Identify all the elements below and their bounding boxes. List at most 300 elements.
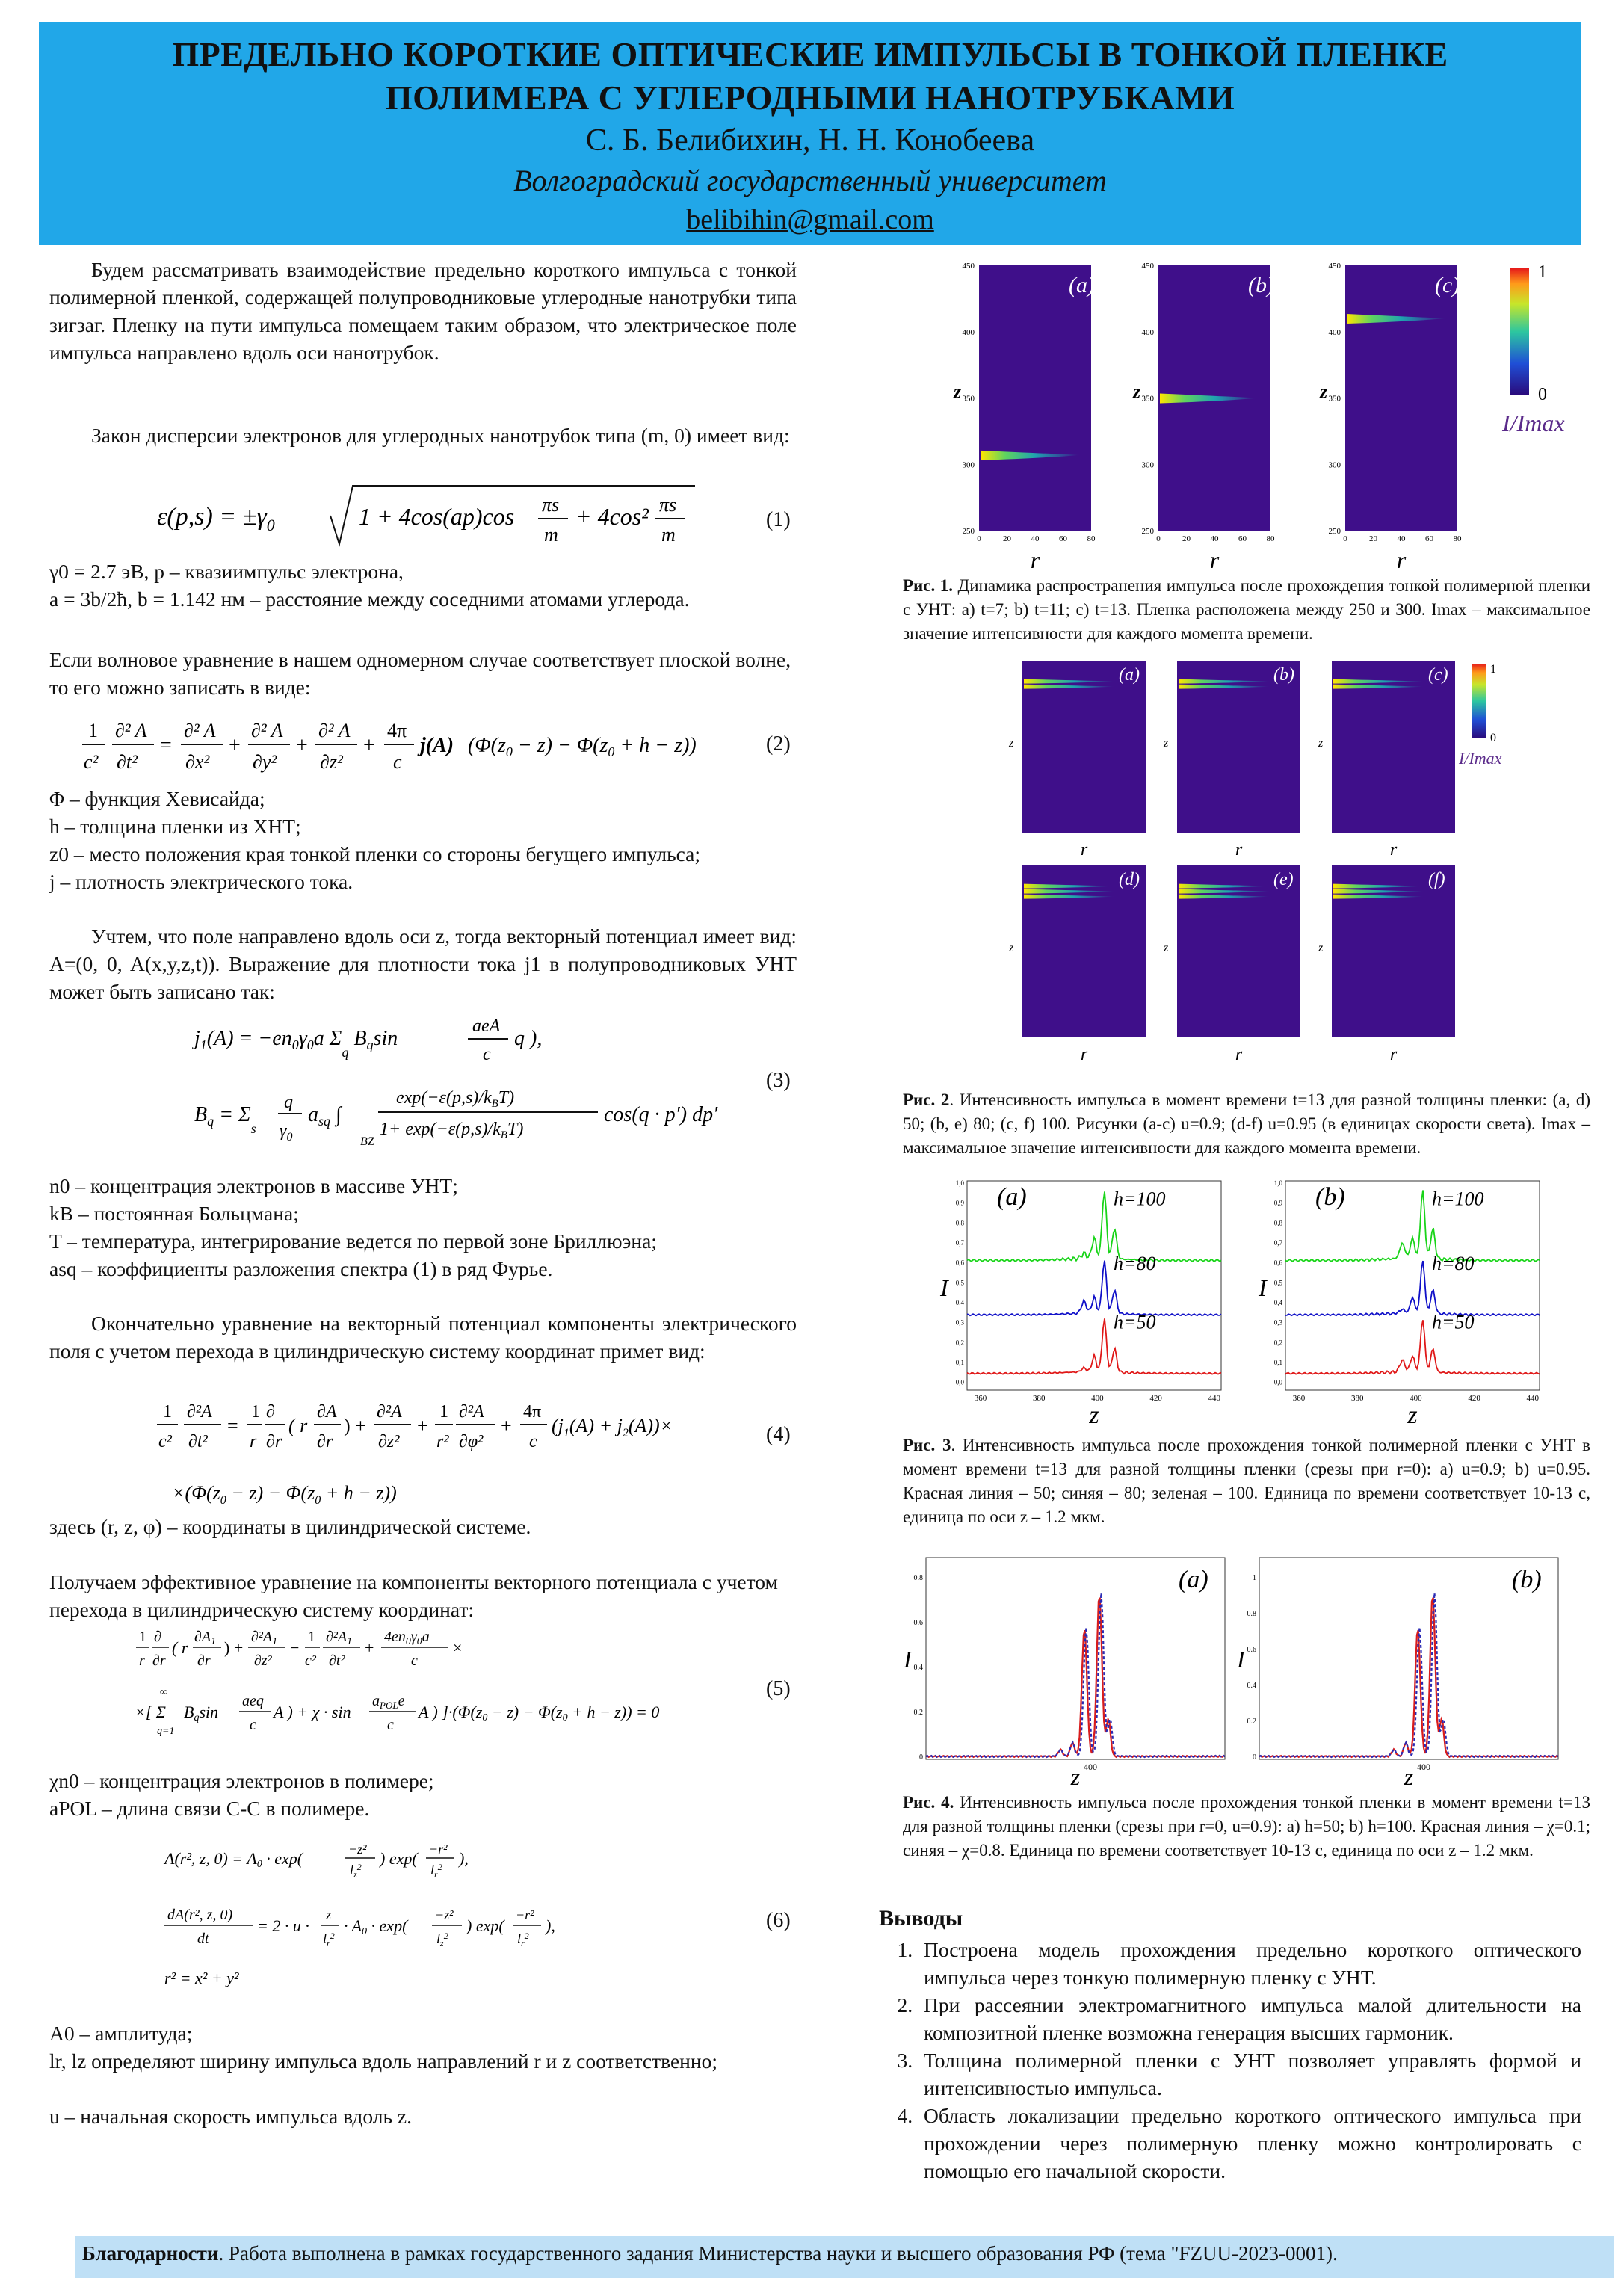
svg-text:A(r², z, 0) = A0 · exp(: A(r², z, 0) = A0 · exp( bbox=[164, 1849, 303, 1870]
svg-text:aeA: aeA bbox=[472, 1016, 501, 1036]
acknowledgements-label: Благодарности bbox=[82, 2242, 219, 2265]
y-tick-label: 0.8 bbox=[1247, 1610, 1256, 1618]
t-definition: T – температура, интегрирование ведется по первой зоне Бриллюэна; bbox=[49, 1229, 657, 1253]
poster-title bbox=[39, 22, 1581, 120]
figure-3 bbox=[934, 1173, 1569, 1428]
svg-text:lr2: $l_r^2$ bbox=[430, 1862, 442, 1880]
svg-text:) +: ) + bbox=[224, 1638, 244, 1657]
x-axis-label: r bbox=[1389, 1045, 1398, 1064]
x-tick-label: 20 bbox=[1182, 534, 1191, 543]
svg-text:cos(q · p′) dp′: cos(q · p′) dp′ bbox=[604, 1103, 718, 1126]
series-line bbox=[1285, 1320, 1540, 1374]
figure-2-plot bbox=[994, 658, 1532, 1064]
y-tick-label: 0,2 bbox=[955, 1339, 964, 1347]
gamma-definition: γ0 = 2.7 эВ, p – квазиимпульс электрона, bbox=[49, 560, 404, 583]
curve-label: h=80 bbox=[1432, 1253, 1475, 1275]
svg-text:∂² A: ∂² A bbox=[251, 720, 283, 741]
y-tick-label: 0,8 bbox=[955, 1219, 964, 1227]
y-tick-label: 350 bbox=[1141, 394, 1154, 404]
figure-3-caption-text: . Интенсивность импульса после прохождения тонкой полимерной пленки с УНТ в момент времени t=13 для разной толщины пленки (срезы при r=0): a) u=0.9; b) u=0.95. Красная линия – 50; синяя – 80; зеленая – 100. Единица по времени соответствует 10-13 с, единица по оси z – 1.2 мкм. bbox=[903, 1436, 1590, 1526]
panel-label: (a) bbox=[1179, 1566, 1208, 1593]
y-tick-label: 250 bbox=[1141, 527, 1154, 536]
x-tick-label: 400 bbox=[1410, 1394, 1422, 1403]
svg-text:∞: ∞ bbox=[160, 1687, 167, 1698]
colorbar bbox=[1510, 268, 1529, 395]
x-tick-label: 420 bbox=[1149, 1394, 1162, 1403]
equation-1 bbox=[157, 478, 725, 553]
svg-text:−z²: −z² bbox=[348, 1842, 367, 1857]
svg-text:+: + bbox=[417, 1415, 428, 1436]
y-tick-label: 300 bbox=[1141, 460, 1154, 470]
svg-text:1: 1 bbox=[251, 1402, 260, 1422]
x-tick-label: 380 bbox=[1350, 1394, 1364, 1403]
svg-text:∂²A1: $\partial^2A_1$ bbox=[326, 1629, 353, 1647]
svg-text:· A0 · exp(: · A0 · exp( bbox=[344, 1916, 408, 1937]
svg-text:πs: πs bbox=[659, 494, 677, 516]
svg-text:lr2: $l_r^2$ bbox=[517, 1931, 529, 1948]
equation-6-label: (6) bbox=[766, 1909, 791, 1932]
y-tick-label: 0,9 bbox=[1273, 1199, 1282, 1207]
x-tick-label: 400 bbox=[1417, 1762, 1430, 1772]
a-definition: a = 3b/2ħ, b = 1.142 нм – расстояние между соседними атомами углерода. bbox=[49, 587, 690, 611]
y-tick-label: 0,7 bbox=[1273, 1239, 1282, 1247]
equation-3-label: (3) bbox=[766, 1069, 791, 1092]
svg-text:aeq: aeq bbox=[242, 1693, 264, 1709]
equation-2 bbox=[82, 710, 770, 777]
svg-text:exp(−ε(p,s)/kBT): $\exp(-\varepsilon(p,s)/k_BT)$ bbox=[396, 1088, 515, 1110]
svg-text:q: q bbox=[284, 1093, 293, 1112]
panel-label: (a) bbox=[1069, 273, 1095, 297]
svg-text:r: r bbox=[250, 1432, 257, 1451]
lr-definition: lr, lz определяют ширину импульса вдоль направлений r и z соответственно; bbox=[49, 2049, 717, 2073]
svg-text:m: m bbox=[544, 524, 558, 546]
colorbar-label: I/Imax bbox=[1459, 749, 1502, 768]
svg-text:∂A1: $\partial A_1$ bbox=[194, 1629, 217, 1647]
y-tick-label: 0,6 bbox=[1273, 1259, 1282, 1267]
svg-text:∂r: ∂r bbox=[317, 1432, 333, 1451]
svg-text:∂²A: ∂²A bbox=[377, 1402, 402, 1422]
y-axis-label: z bbox=[1133, 380, 1141, 403]
phi-definition: Φ – функция Хевисайда; bbox=[49, 787, 265, 810]
x-axis-label: r bbox=[1080, 840, 1088, 860]
y-tick-label: 450 bbox=[962, 262, 975, 271]
svg-text:j1(A) = −en0γ0a Σq Bqsin: $j_1(A) = -en_0\gamma_0a$ $\Sigma_q$ $B_q\sin$ bbox=[194, 1027, 398, 1060]
svg-text:c: c bbox=[483, 1045, 491, 1064]
svg-text:×[ Σ: ×[ Σ bbox=[135, 1703, 166, 1721]
colorbar-min: 0 bbox=[1490, 732, 1496, 744]
panel-label: (d) bbox=[1119, 870, 1140, 889]
apol-definition: aPOL – длина связи C-C в полимере. bbox=[49, 1797, 370, 1820]
svg-text:dt: dt bbox=[197, 1931, 209, 1947]
chi-definition: χn0 – концентрация электронов в полимере; bbox=[49, 1769, 434, 1792]
x-tick-label: 60 bbox=[1059, 534, 1067, 543]
equation-5-graphic bbox=[135, 1620, 755, 1755]
x-axis-label: r bbox=[1396, 546, 1407, 573]
x-axis-label: r bbox=[1235, 840, 1243, 860]
svg-text:lz2: $l_z^2$ bbox=[350, 1862, 362, 1880]
y-axis-label: I bbox=[940, 1274, 948, 1301]
conclusion-item: 4. Область локализации предельно короткого оптического импульса при прохождении через полимерную пленку можно контролировать с помощью его начальной скорости. bbox=[918, 2102, 1581, 2185]
series-line bbox=[967, 1261, 1221, 1316]
x-tick-label: 80 bbox=[1453, 534, 1462, 543]
y-tick-label: 0.6 bbox=[1247, 1646, 1256, 1654]
svg-text:r²: r² bbox=[436, 1432, 449, 1451]
kb-definition: kB – постоянная Больцмана; bbox=[49, 1202, 299, 1225]
svg-text:=: = bbox=[227, 1415, 238, 1436]
svg-text:∂² A: ∂² A bbox=[184, 720, 216, 741]
y-tick-label: 0.2 bbox=[913, 1709, 923, 1717]
y-tick-label: 400 bbox=[962, 327, 975, 337]
svg-text:∂r: ∂r bbox=[197, 1652, 211, 1669]
colorbar-min: 0 bbox=[1538, 385, 1547, 404]
svg-text:lr2: $l_r^2$ bbox=[323, 1931, 335, 1948]
heatmap-panel bbox=[979, 265, 1091, 531]
svg-text:∂²A: ∂²A bbox=[187, 1402, 212, 1422]
svg-text:c²: c² bbox=[158, 1432, 172, 1451]
conclusions-list bbox=[879, 1936, 1581, 2185]
equation-6 bbox=[164, 1831, 747, 2010]
y-tick-label: 0.4 bbox=[1247, 1682, 1256, 1690]
y-axis-label: I bbox=[1237, 1646, 1245, 1673]
h-definition: h – толщина пленки из ХНТ; bbox=[49, 815, 301, 838]
curve-label: h=50 bbox=[1432, 1311, 1475, 1333]
curve-label: h=50 bbox=[1114, 1311, 1156, 1333]
svg-text:∂r: ∂r bbox=[266, 1432, 282, 1451]
equation-6-graphic bbox=[164, 1831, 747, 2010]
y-tick-label: 0,5 bbox=[955, 1279, 964, 1287]
panel-label: (a) bbox=[1119, 665, 1140, 685]
curve-label: h=100 bbox=[1114, 1188, 1166, 1210]
poster-header bbox=[39, 22, 1581, 245]
x-tick-label: 360 bbox=[1292, 1394, 1306, 1403]
svg-text:Bq = Σs: $B_q = \Sigma_s$ bbox=[194, 1103, 256, 1136]
x-tick-label: 80 bbox=[1087, 534, 1096, 543]
svg-text:×(Φ(z0 − z) − Φ(z0 + h − z)): $\times(\Phi(z_0 - z) - \Phi(z_0 + h - z))$ bbox=[172, 1482, 397, 1507]
equation-4-label: (4) bbox=[766, 1423, 791, 1446]
panel-label: (b) bbox=[1315, 1183, 1345, 1211]
conclusions-section bbox=[879, 1906, 1581, 2185]
y-tick-label: 0,5 bbox=[1273, 1279, 1282, 1287]
y-tick-label: 0,9 bbox=[955, 1199, 964, 1207]
x-axis-label: r bbox=[1209, 546, 1220, 573]
panel-label: (f) bbox=[1428, 870, 1445, 889]
x-tick-label: 60 bbox=[1425, 534, 1433, 543]
svg-text:(j1(A) + j2(A))×: $(j_1(A) + j_2(A))\times$ bbox=[552, 1415, 673, 1439]
figure-1-caption-label: Рис. 1. bbox=[903, 576, 954, 595]
series-line-blue bbox=[1259, 1593, 1558, 1757]
x-tick-label: 360 bbox=[974, 1394, 987, 1403]
panel-label: (c) bbox=[1435, 273, 1460, 297]
conclusion-item: 2. При рассеянии электромагнитного импульса малой длительности на композитной пленке возможна генерация высших гармоник. bbox=[918, 1991, 1581, 2046]
figure-1-plot bbox=[912, 258, 1584, 572]
x-axis-label: z bbox=[1089, 1401, 1099, 1429]
y-tick-label: 0,3 bbox=[1273, 1318, 1282, 1327]
svg-text:) exp(: ) exp( bbox=[380, 1849, 418, 1868]
title-line-1: ПРЕДЕЛЬНО КОРОТКИЕ ОПТИЧЕСКИЕ ИМПУЛЬСЫ В ТОНКОЙ ПЛЕНКЕ bbox=[172, 35, 1448, 73]
svg-text:c²: c² bbox=[84, 751, 99, 773]
series-line-red bbox=[1259, 1598, 1558, 1757]
svg-text:∂²A1: $\partial^2A_1$ bbox=[251, 1629, 278, 1647]
svg-text:1: 1 bbox=[439, 1402, 448, 1422]
svg-text:4π: 4π bbox=[387, 720, 407, 741]
svg-text:m: m bbox=[661, 524, 676, 546]
panel-label: (b) bbox=[1512, 1566, 1542, 1593]
y-tick-label: 1,0 bbox=[955, 1179, 964, 1187]
x-axis-label: r bbox=[1080, 1045, 1088, 1064]
authors: С. Б. Белибихин, Н. Н. Конобеева bbox=[585, 123, 1035, 158]
svg-text:+: + bbox=[365, 1638, 374, 1657]
y-tick-label: 1 bbox=[1253, 1574, 1256, 1582]
svg-text:1 + 4cos(ap)cos: 1 + 4cos(ap)cos bbox=[359, 503, 515, 530]
x-tick-label: 60 bbox=[1238, 534, 1247, 543]
svg-text:c: c bbox=[393, 751, 402, 773]
acknowledgements-text bbox=[75, 2236, 1614, 2271]
y-tick-label: 0,1 bbox=[1273, 1359, 1282, 1366]
equation-2-graphic bbox=[82, 710, 770, 777]
figure-3-caption bbox=[903, 1434, 1590, 1529]
x-tick-label: 40 bbox=[1031, 534, 1040, 543]
asq-definition: asq – коэффициенты разложения спектра (1) в ряд Фурье. bbox=[49, 1257, 553, 1280]
figure-3-caption-label: Рис. 3 bbox=[903, 1436, 951, 1454]
svg-text:dA(r², z, 0): dA(r², z, 0) bbox=[167, 1907, 233, 1923]
svg-text:∂: ∂ bbox=[266, 1402, 275, 1422]
y-tick-label: 0,8 bbox=[1273, 1219, 1282, 1227]
svg-text:∂z²: ∂z² bbox=[378, 1432, 400, 1451]
plot-frame bbox=[967, 1181, 1221, 1390]
svg-text:j(A): j(A) bbox=[420, 734, 454, 757]
x-tick-label: 380 bbox=[1032, 1394, 1046, 1403]
y-axis-label: z bbox=[1318, 942, 1324, 954]
svg-text:Bqsin: Bqsin bbox=[184, 1703, 219, 1723]
svg-text:r² = x² + y²: r² = x² + y² bbox=[164, 1969, 239, 1987]
svg-text:×: × bbox=[453, 1638, 463, 1657]
figure-4 bbox=[904, 1547, 1581, 1790]
y-tick-label: 0,4 bbox=[1273, 1299, 1282, 1306]
y-tick-label: 450 bbox=[1328, 262, 1341, 271]
z0-definition: z0 – место положения края тонкой пленки со стороны бегущего импульса; bbox=[49, 842, 701, 865]
svg-text:1: 1 bbox=[88, 720, 98, 741]
svg-text:4π: 4π bbox=[523, 1402, 542, 1422]
svg-text:aPOLe: $a_{POL}e$ bbox=[372, 1693, 405, 1711]
svg-text:∂² A: ∂² A bbox=[318, 720, 351, 741]
equation-3 bbox=[194, 1009, 762, 1158]
panel-label: (c) bbox=[1428, 665, 1448, 685]
y-tick-label: 350 bbox=[962, 394, 975, 404]
figure-3-plot bbox=[934, 1173, 1569, 1428]
x-tick-label: 0 bbox=[1343, 534, 1347, 543]
svg-text:( r: ( r bbox=[288, 1415, 308, 1436]
svg-text:c: c bbox=[529, 1432, 537, 1451]
intro-paragraph: Будем рассматривать взаимодействие предельно короткого импульса с тонкой полимерной пленкой, содержащей полупроводниковые углеродные нанотрубки типа зигзаг. Пленку на пути импульса помещаем таким образом, что электрическое поле импульса направлено вдоль оси нанотрубок. bbox=[49, 258, 797, 364]
svg-text:c: c bbox=[250, 1717, 256, 1733]
svg-text:= 2 · u ·: = 2 · u · bbox=[257, 1916, 309, 1935]
y-tick-label: 400 bbox=[1141, 327, 1154, 337]
svg-text:z: z bbox=[326, 1907, 332, 1922]
equation-4-graphic bbox=[157, 1395, 755, 1514]
svg-text:r: r bbox=[139, 1652, 145, 1669]
figure-2-caption bbox=[903, 1088, 1590, 1160]
series-line bbox=[967, 1318, 1221, 1374]
svg-text:+: + bbox=[229, 734, 241, 757]
y-tick-label: 1,0 bbox=[1273, 1179, 1282, 1187]
equation-1-label: (1) bbox=[766, 508, 791, 531]
x-tick-label: 400 bbox=[1084, 1762, 1097, 1772]
y-axis-label: z bbox=[1164, 942, 1169, 954]
y-tick-label: 0,3 bbox=[955, 1318, 964, 1327]
y-tick-label: 0,0 bbox=[1273, 1378, 1282, 1386]
n0-definition: n0 – концентрация электронов в массиве УНТ; bbox=[49, 1174, 458, 1197]
svg-text:∂A: ∂A bbox=[317, 1402, 337, 1422]
svg-text:) exp(: ) exp( bbox=[466, 1916, 504, 1935]
y-tick-label: 0.4 bbox=[913, 1664, 923, 1672]
series-line-red bbox=[926, 1598, 1225, 1757]
equation-4 bbox=[157, 1395, 755, 1514]
wave-intro: Если волновое уравнение в нашем одномерном случае соответствует плоской волне, то его можно записать в виде: bbox=[49, 648, 791, 699]
y-tick-label: 0 bbox=[1253, 1753, 1256, 1762]
svg-text:−r²: −r² bbox=[516, 1907, 534, 1922]
panel-label: (e) bbox=[1273, 870, 1294, 889]
figure-4-caption-text: Интенсивность импульса после прохождения тонкой пленки в момент времени t=13 для разной толщины пленки (срезы при r=0, u=0.9): a) h=50; b) h=100. Красная линия – χ=0.1; синяя – χ=0.8. Единица по времени соответствует 10-13 с, единица по оси z – 1.2 мкм. bbox=[903, 1793, 1591, 1860]
svg-text:ε(p,s) = ±γ0: $\varepsilon(p,s) = \pm\gamma_0$ bbox=[157, 503, 275, 534]
x-tick-label: 20 bbox=[1369, 534, 1377, 543]
svg-text:4en0γ0a: $4en_0\gamma_0a$ bbox=[384, 1629, 430, 1647]
svg-text:asq ∫: $a_{sq}$ ∫ bbox=[308, 1103, 342, 1129]
y-tick-label: 450 bbox=[1141, 262, 1154, 271]
y-axis-label: z bbox=[954, 380, 962, 403]
y-tick-label: 0,7 bbox=[955, 1239, 964, 1247]
y-axis-label: z bbox=[1164, 737, 1169, 750]
y-tick-label: 0.2 bbox=[1247, 1718, 1256, 1726]
x-tick-label: 0 bbox=[1156, 534, 1161, 543]
svg-text:c: c bbox=[387, 1717, 394, 1733]
colorbar-label: I/Imax bbox=[1502, 410, 1565, 436]
equation-1-graphic bbox=[157, 478, 725, 553]
svg-text:1+ exp(−ε(p,s)/kBT): $1+ \exp(-\varepsilon(p,s)/k_BT)$ bbox=[380, 1120, 524, 1141]
x-axis-label: z bbox=[1407, 1401, 1418, 1429]
y-axis-label: z bbox=[1318, 737, 1324, 750]
svg-text:−z²: −z² bbox=[435, 1907, 454, 1922]
y-tick-label: 300 bbox=[962, 460, 975, 470]
svg-text:∂²A: ∂²A bbox=[459, 1402, 484, 1422]
figure-4-caption bbox=[903, 1791, 1590, 1863]
svg-text:∂z²: ∂z² bbox=[320, 751, 343, 773]
field-intro: Учтем, что поле направлено вдоль оси z, тогда векторный потенциал имеет вид: A=(0, 0, A(x,y,z,t)). Выражение для плотности тока j1 в полупроводниковых УНТ может быть записано так: bbox=[49, 925, 797, 1003]
svg-text:) +: ) + bbox=[344, 1415, 366, 1436]
dispersion-intro: Закон дисперсии электронов для углеродных нанотрубок типа (m, 0) имеет вид: bbox=[91, 424, 790, 447]
y-axis-label: I bbox=[1259, 1274, 1267, 1301]
conclusion-item: 3. Толщина полимерной пленки с УНТ позволяет управлять формой и интенсивностью импульса. bbox=[918, 2046, 1581, 2102]
y-tick-label: 250 bbox=[1328, 527, 1341, 536]
x-tick-label: 400 bbox=[1091, 1394, 1104, 1403]
effective-intro: Получаем эффективное уравнение на компоненты векторного потенциала с учетом перехода в цилиндрическую систему координат: bbox=[49, 1570, 778, 1621]
y-tick-label: 250 bbox=[962, 527, 975, 536]
svg-text:c²: c² bbox=[305, 1652, 316, 1669]
colorbar-max: 1 bbox=[1490, 663, 1496, 676]
svg-text:BZ: BZ bbox=[360, 1135, 374, 1148]
svg-text:1: 1 bbox=[163, 1402, 172, 1422]
figure-2 bbox=[994, 658, 1532, 1064]
svg-text:∂x²: ∂x² bbox=[185, 751, 210, 773]
y-tick-label: 0,0 bbox=[955, 1378, 964, 1386]
svg-text:+ 4cos²: + 4cos² bbox=[575, 503, 649, 530]
x-tick-label: 440 bbox=[1208, 1394, 1221, 1403]
equation-5-label: (5) bbox=[766, 1677, 791, 1700]
y-tick-label: 300 bbox=[1328, 460, 1341, 470]
x-tick-label: 440 bbox=[1526, 1394, 1540, 1403]
cylindrical-definition: здесь (r, z, φ) – координаты в цилиндрической системе. bbox=[49, 1515, 531, 1538]
series-line-blue bbox=[926, 1593, 1225, 1757]
email-link[interactable]: belibihin@gmail.com bbox=[686, 204, 934, 235]
svg-text:1: 1 bbox=[139, 1629, 146, 1645]
svg-text:+: + bbox=[363, 734, 375, 757]
svg-text:A ) ]·(Φ(z0 − z) − Φ(z0 + h −: A ) ]·(Φ(z0 − z) − Φ(z0 + h − z)) = 0 bbox=[419, 1703, 660, 1723]
svg-text:∂y²: ∂y² bbox=[253, 751, 277, 773]
x-tick-label: 40 bbox=[1210, 534, 1219, 543]
colorbar-max: 1 bbox=[1538, 262, 1547, 282]
y-axis-label: z bbox=[1320, 380, 1328, 403]
y-tick-label: 0,2 bbox=[1273, 1339, 1282, 1347]
svg-text:=: = bbox=[160, 734, 172, 757]
equation-3-graphic bbox=[194, 1009, 762, 1158]
x-tick-label: 80 bbox=[1266, 534, 1275, 543]
x-tick-label: 0 bbox=[977, 534, 981, 543]
x-tick-label: 20 bbox=[1003, 534, 1011, 543]
x-tick-label: 420 bbox=[1468, 1394, 1480, 1403]
svg-text:A ) + χ · sin: A ) + χ · sin bbox=[274, 1703, 351, 1721]
figure-2-caption-text: . Интенсивность импульса в момент времени t=13 для разной толщины пленки: (a, d) 50; (b, e) 80; (c, f) 100. Рисунки (a-c) u=0.9; (d-f) u=0.95 (в единицах скорости света). Imax – максимальное значение интенсивности для каждого момента времени. bbox=[903, 1090, 1591, 1157]
y-tick-label: 0.8 bbox=[913, 1574, 923, 1582]
y-axis-label: I bbox=[904, 1646, 912, 1673]
curve-label: h=80 bbox=[1114, 1253, 1156, 1275]
svg-text:),: ), bbox=[459, 1849, 469, 1868]
svg-text:∂² A: ∂² A bbox=[115, 720, 147, 741]
svg-text:∂: ∂ bbox=[154, 1629, 161, 1645]
a0-definition: A0 – амплитуда; bbox=[49, 2022, 193, 2045]
svg-text:( r: ( r bbox=[172, 1638, 188, 1657]
affiliation: Волгоградский государственный университет bbox=[513, 164, 1107, 197]
svg-text:),: ), bbox=[546, 1916, 555, 1935]
y-tick-label: 350 bbox=[1328, 394, 1341, 404]
equation-2-label: (2) bbox=[766, 732, 791, 756]
y-tick-label: 400 bbox=[1328, 327, 1341, 337]
y-tick-label: 0.6 bbox=[913, 1619, 923, 1627]
equation-5 bbox=[135, 1620, 755, 1755]
svg-text:γ0: $\gamma_0$ bbox=[280, 1121, 293, 1144]
y-tick-label: 0,6 bbox=[955, 1259, 964, 1267]
y-tick-label: 0 bbox=[919, 1753, 923, 1762]
svg-text:q=1: q=1 bbox=[157, 1726, 175, 1737]
series-line bbox=[1285, 1261, 1540, 1315]
j-definition: j – плотность электрического тока. bbox=[49, 870, 353, 893]
u-definition: u – начальная скорость импульса вдоль z. bbox=[49, 2105, 412, 2128]
y-axis-label: z bbox=[1009, 942, 1014, 954]
y-axis-label: z bbox=[1009, 737, 1014, 750]
acknowledgements-body: . Работа выполнена в рамках государственного задания Министерства науки и высшего образования РФ (тема "FZUU-2023-0001). bbox=[218, 2242, 1338, 2265]
curve-label: h=100 bbox=[1432, 1188, 1484, 1210]
heatmap-panel bbox=[1345, 265, 1457, 531]
figure-4-plot bbox=[904, 1547, 1581, 1790]
svg-text:∂t²: ∂t² bbox=[117, 751, 138, 773]
x-axis-label: z bbox=[1404, 1763, 1414, 1790]
svg-text:∂t²: ∂t² bbox=[188, 1432, 208, 1451]
colorbar bbox=[1472, 664, 1486, 738]
panel-label: (b) bbox=[1273, 665, 1294, 685]
final-intro: Окончательно уравнение на векторный потенциал компоненты электрического поля с учетом перехода в цилиндрическую систему координат примет вид: bbox=[49, 1312, 797, 1363]
x-axis-label: r bbox=[1389, 840, 1398, 860]
svg-text:−: − bbox=[290, 1638, 300, 1657]
svg-text:+: + bbox=[501, 1415, 512, 1436]
svg-text:∂t²: ∂t² bbox=[329, 1652, 345, 1669]
